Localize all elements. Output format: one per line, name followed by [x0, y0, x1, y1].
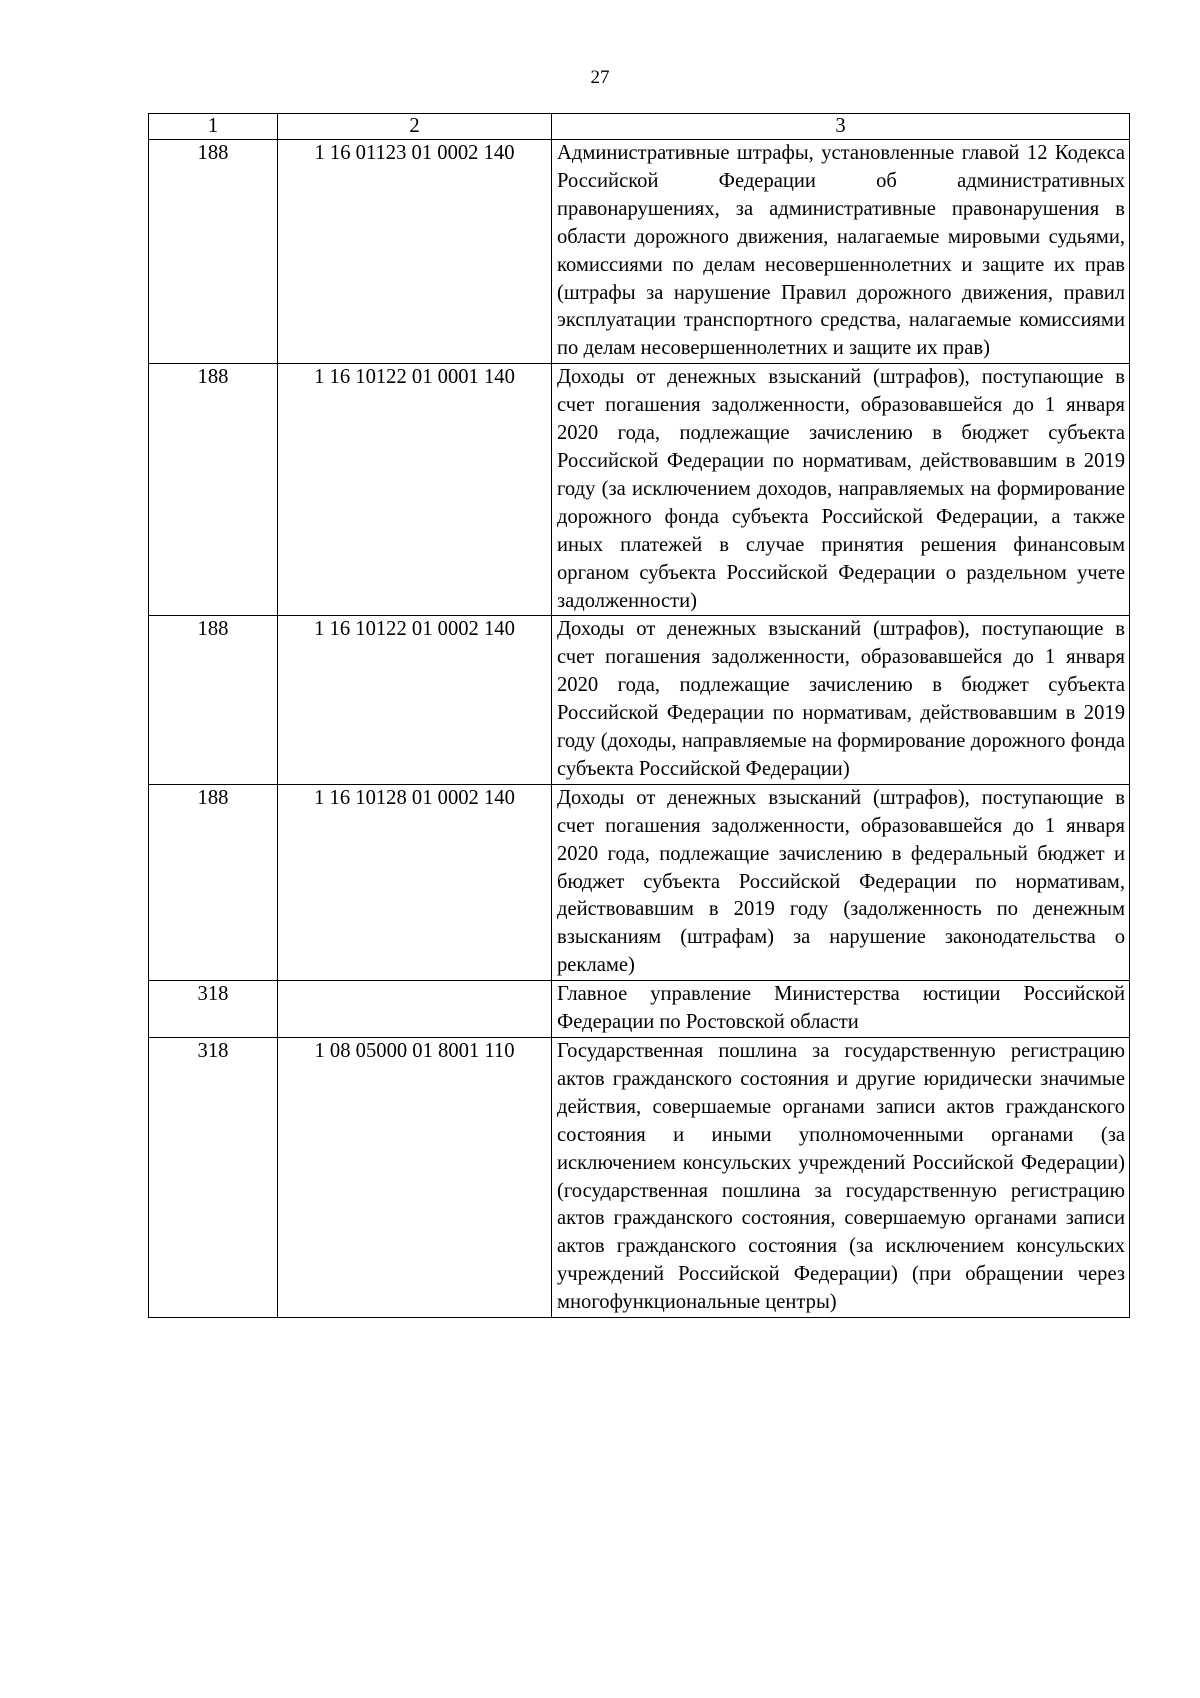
admin-code-cell: 318 — [149, 981, 278, 1038]
classification-code-cell: 1 16 01123 01 0002 140 — [278, 140, 552, 364]
table-row — [149, 981, 1130, 1038]
table-row — [149, 1038, 1130, 1318]
classification-code-cell: 1 16 10128 01 0002 140 — [278, 784, 552, 980]
table-row — [149, 616, 1130, 784]
classification-code-cell: 1 16 10122 01 0002 140 — [278, 616, 552, 784]
header-col-2: 2 — [278, 114, 552, 140]
classification-code-cell — [278, 981, 552, 1038]
classification-code-cell: 1 08 05000 01 8001 110 — [278, 1038, 552, 1318]
revenue-name-cell: Административные штрафы, установленные главой 12 Кодекса Российской Федерации об административных правонарушениях, за административные правонарушения в области дорожного движения, налагаемые мировыми судьями, комиссиями по делам несовершеннолетних и защите их прав (штрафы за нарушение Правил дорожного движения, правил эксплуатации транспортного средства, налагаемые комиссиями по делам несовершеннолетних и защите их прав) — [552, 140, 1130, 364]
table-row — [149, 140, 1130, 364]
admin-code-cell: 318 — [149, 1038, 278, 1318]
table-row — [149, 364, 1130, 616]
header-col-1: 1 — [149, 114, 278, 140]
admin-code-cell: 188 — [149, 616, 278, 784]
header-col-3: 3 — [552, 114, 1130, 140]
classification-code-cell: 1 16 10122 01 0001 140 — [278, 364, 552, 616]
revenue-name-cell: Доходы от денежных взысканий (штрафов), поступающие в счет погашения задолженности, образовавшейся до 1 января 2020 года, подлежащие зачислению в бюджет субъекта Российской Федерации по нормативам, действовавшим в 2019 году (за исключением доходов, направляемых на формирование дорожного фонда субъекта Российской Федерации, а также иных платежей в случае принятия решения финансовым органом субъекта Российской Федерации о раздельном учете задолженности) — [552, 364, 1130, 616]
admin-code-cell: 188 — [149, 784, 278, 980]
budget-classification-table — [148, 113, 1130, 1318]
table-row — [149, 784, 1130, 980]
admin-code-cell: 188 — [149, 364, 278, 616]
admin-code-cell: 188 — [149, 140, 278, 364]
revenue-name-cell: Главное управление Министерства юстиции Российской Федерации по Ростовской области — [552, 981, 1130, 1038]
revenue-name-cell: Государственная пошлина за государственную регистрацию актов гражданского состояния и другие юридически значимые действия, совершаемые органами записи актов гражданского состояния и иными уполномоченными органами (за исключением консульских учреждений Российской Федерации) (государственная пошлина за государственную регистрацию актов гражданского состояния, совершаемую органами записи актов гражданского состояния (за исключением консульских учреждений Российской Федерации) (при обращении через многофункциональные центры) — [552, 1038, 1130, 1318]
page-number: 27 — [590, 67, 610, 88]
table-header-row — [149, 114, 1130, 140]
revenue-name-cell: Доходы от денежных взысканий (штрафов), поступающие в счет погашения задолженности, образовавшейся до 1 января 2020 года, подлежащие зачислению в бюджет субъекта Российской Федерации по нормативам, действовавшим в 2019 году (доходы, направляемые на формирование дорожного фонда субъекта Российской Федерации) — [552, 616, 1130, 784]
revenue-name-cell: Доходы от денежных взысканий (штрафов), поступающие в счет погашения задолженности, образовавшейся до 1 января 2020 года, подлежащие зачислению в федеральный бюджет и бюджет субъекта Российской Федерации по нормативам, действовавшим в 2019 году (задолженность по денежным взысканиям (штрафам) за нарушение законодательства о рекламе) — [552, 784, 1130, 980]
